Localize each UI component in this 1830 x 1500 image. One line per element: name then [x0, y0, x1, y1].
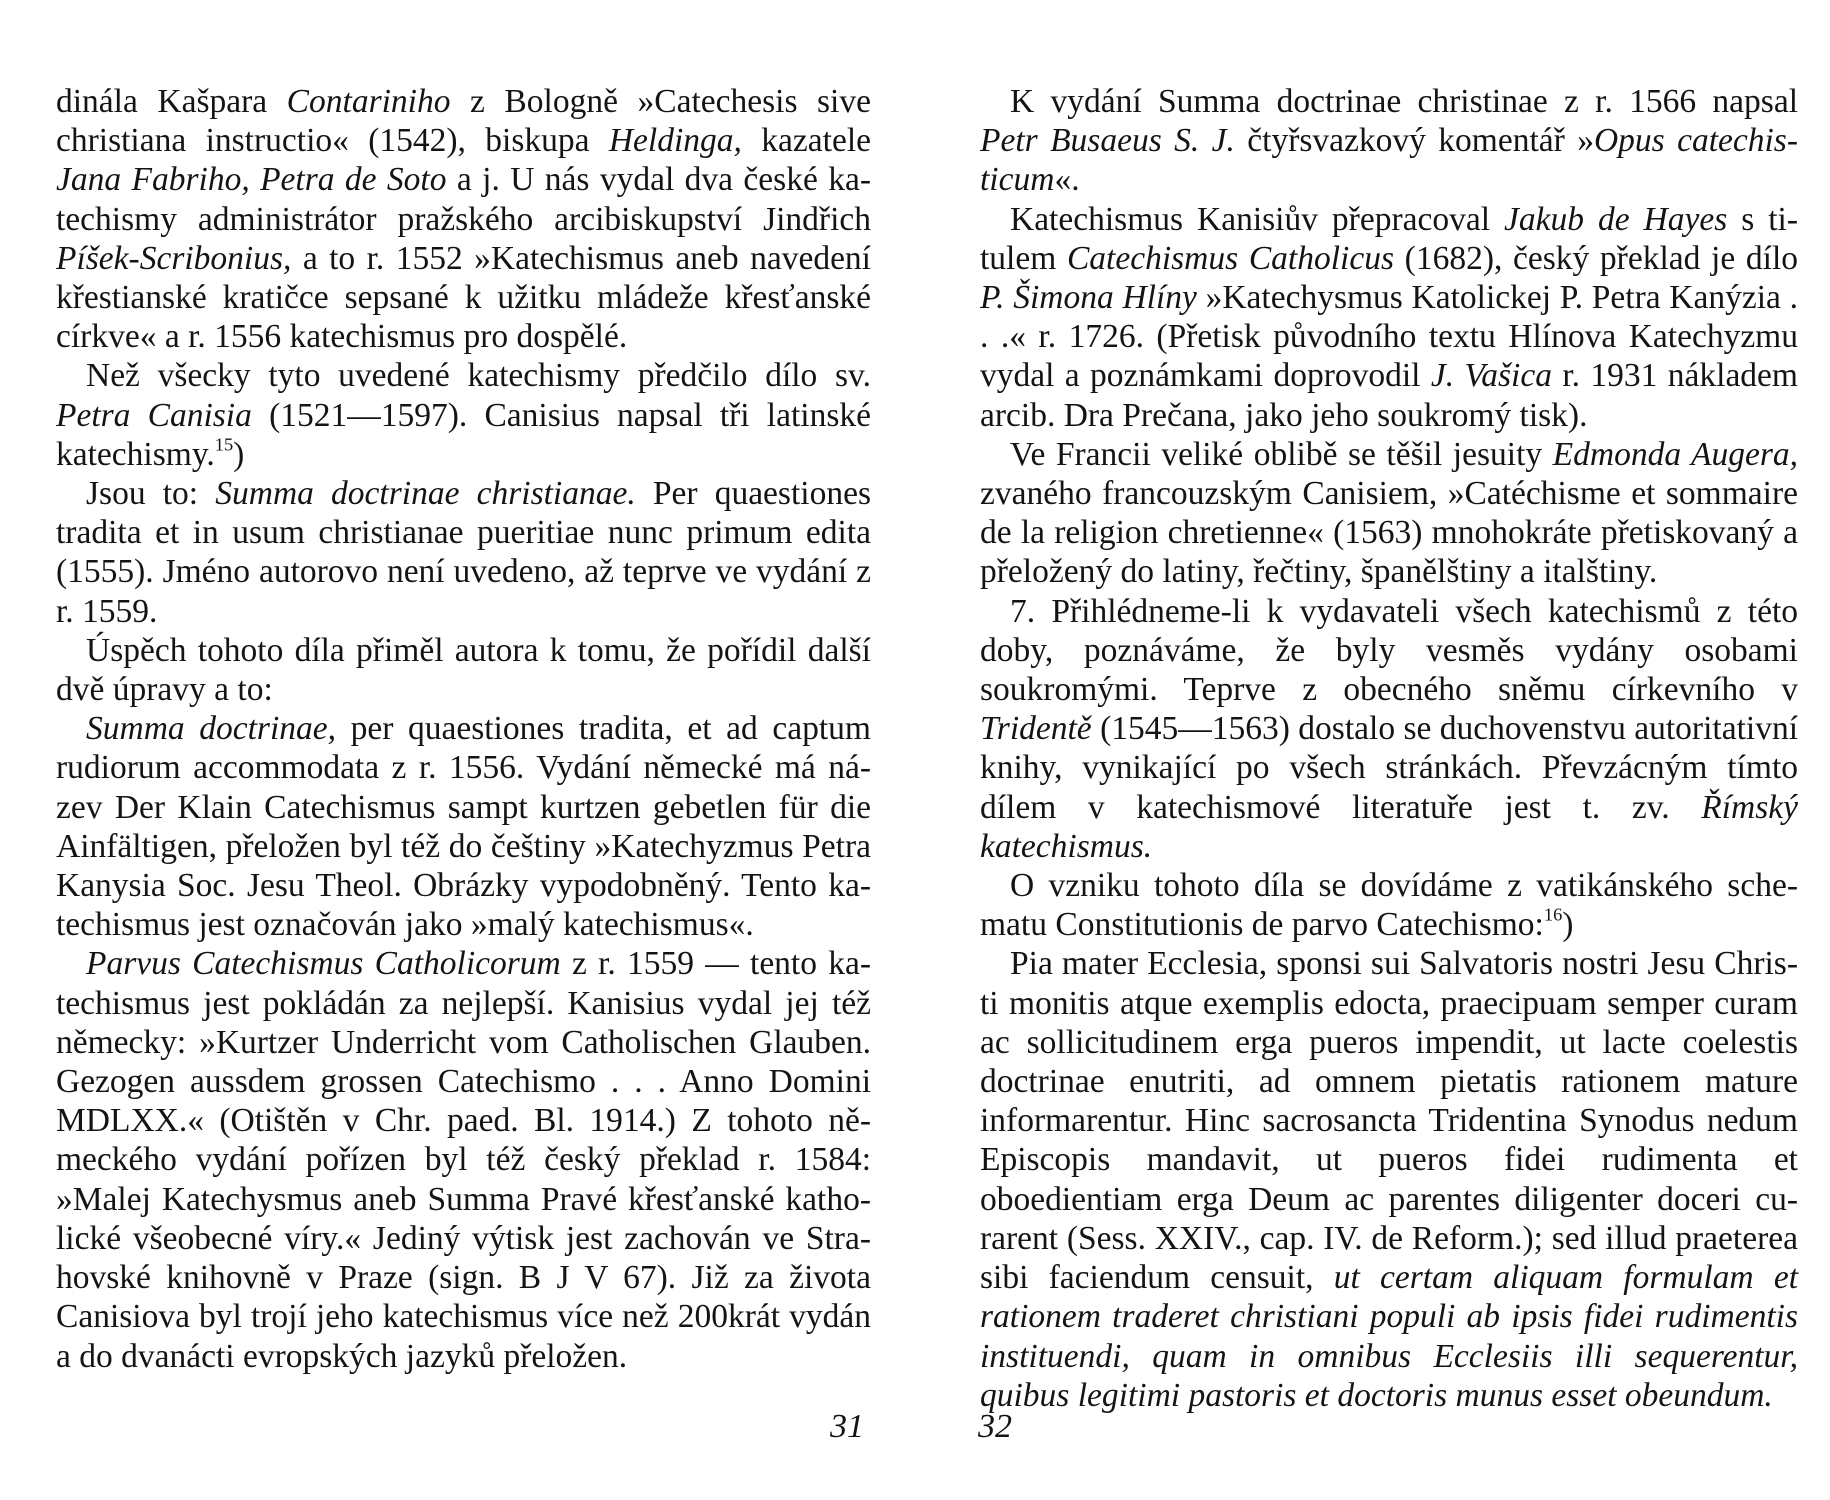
italic-text: J. Vašica	[1430, 357, 1552, 395]
italic-text: Summa doctrinae christianae.	[215, 475, 636, 513]
text-run: kazatele	[741, 122, 871, 160]
right-page-body	[980, 82, 1798, 1415]
italic-text: ut certam aliquam formulam et rationem traderet christiani populi ab ipsis fidei rudimentis instituendi, quam in omnibus Ecclesiis illi sequerentur, quibus legitimi pastoris et doctoris munus esset obeundum.	[980, 1259, 1798, 1414]
right-paragraph	[980, 866, 1798, 944]
text-run: Než všecky tyto uvedené katechismy předčilo dílo sv.	[86, 357, 871, 395]
italic-text: Edmonda Augera,	[1552, 435, 1799, 473]
text-run: «.	[1054, 161, 1080, 199]
right-page-number: 32	[978, 1408, 1012, 1445]
text-run: r. 1931 nákladem arcib. Dra Prečana, jako jeho soukromý tisk).	[980, 357, 1798, 434]
left-paragraph	[56, 709, 871, 944]
text-run: čtyřsvazkový komentář »	[1234, 122, 1594, 160]
text-run: (1545—1563) dostalo se duchovenstvu autoritativní knihy, vynikající po všech stránkách. Převzácným tímto dílem v katechismové literatuře jest t. zv.	[980, 710, 1798, 826]
footnote-ref: 16	[1543, 904, 1563, 925]
italic-text: Petr Busaeus S. J.	[980, 122, 1235, 160]
text-run: )	[1562, 906, 1574, 944]
text-run: »Katechysmus Katolickej P. Petra Kanýzia . . .« r. 1726. (Přetisk původního textu Hlínova Katechyzmu vydal a poznámkami doprovodil	[980, 279, 1799, 395]
footnote-ref: 15	[214, 434, 234, 455]
right-paragraph	[980, 82, 1798, 200]
italic-text: Jana Fabriho, Petra de Soto	[56, 161, 447, 199]
italic-text: Opus catechisticum	[980, 122, 1798, 199]
italic-text: Contariniho	[286, 83, 451, 120]
right-paragraph	[980, 200, 1798, 435]
text-run: K vydání Summa doctrinae christinae z r. 1566 napsal	[1010, 83, 1798, 120]
text-run: Per quaestiones tradita et in usum christianae pueritiae nunc primum edita (1555). Jméno autorovo není uvedeno, až teprve ve vydání z r. 1559.	[56, 475, 871, 630]
text-run: Ve Francii veliké oblibě se těšil jesuity	[1010, 435, 1553, 473]
italic-text: Píšek-Scribonius,	[56, 239, 292, 277]
right-paragraph	[980, 435, 1798, 592]
text-run: a to r. 1552 »Katechismus aneb navedení křestianské kratičce sepsané k užitku mládeže křesťanské církve« a r. 1556 katechismus pro dospělé.	[56, 239, 871, 356]
italic-text: Římský katechismus.	[980, 788, 1798, 865]
text-run: zvaného francouzským Canisiem, »Catéchisme et sommaire de la religion chretienne« (1563) mnohokráte přetiskovaný a přeložený do latiny, řečtiny, španělštiny a italštiny.	[980, 475, 1798, 591]
italic-text: Catechismus Catholicus	[1066, 239, 1394, 277]
italic-text: Petra Canisia	[56, 396, 252, 434]
text-run: O vzniku tohoto díla se dovídáme z vatikánského schematu Constitutionis de parvo Catechismo:	[980, 867, 1798, 944]
italic-text: Tridentě	[980, 710, 1092, 748]
text-run: a j. U nás vydal dva české katechismy administrátor pražského arcibiskupství Jindřich	[56, 161, 871, 238]
right-paragraph	[980, 944, 1798, 1414]
italic-text: P. Šimona Hlíny	[980, 279, 1197, 317]
italic-text: Heldinga,	[608, 122, 742, 160]
text-run: s titulem	[980, 200, 1799, 277]
text-run: Jsou to:	[86, 475, 216, 513]
left-paragraph	[56, 474, 871, 631]
left-paragraph	[56, 82, 871, 356]
text-run: Pia mater Ecclesia, sponsi sui Salvatoris nostri Jesu Christi monitis atque exemplis edocta, praecipuam semper curam ac sollicitudinem erga pueros impendit, ut lacte coelestis doctrinae enutriti, ad omnem pietatis rationem mature informarentur. Hinc sacrosancta Tridentina Synodus nedum Episcopis mandavit, ut pueros fidei rudimenta et oboedientiam erga Deum ac parentes diligenter doceri curarent (Sess. XXIV., cap. IV. de Reform.); sed illud praeterea sibi faciendum censuit,	[980, 945, 1798, 1297]
text-run: (1521—1597). Canisius napsal tři latinské katechismy.	[56, 396, 871, 473]
text-run: per quaestiones tradita, et ad captum rudiorum accommodata z r. 1556. Vydání německé má název Der Klain Catechismus sampt kurtzen gebetlen für die Ainfältigen, přeložen byl též do češtiny »Katechyzmus Petra Kanysia Soc. Jesu Theol. Obrázky vypodobněný. Tento katechismus jest označován jako »malý katechismus«.	[56, 710, 871, 944]
left-paragraph	[56, 631, 871, 709]
text-run: z r. 1559 — tento katechismus jest pokládán za nejlepší. Kanisius vydal jej též německy: »Kurtzer Underricht vom Catholischen Glauben. Gezogen aussdem grossen Catechismo . . . Anno Domini MDLXX.« (Otištěn v Chr. paed. Bl. 1914.) Z tohoto německého vydání pořízen byl též český překlad r. 1584: »Malej Katechysmus aneb Summa Pravé křesťanské katholické všeobecné víry.« Jediný výtisk jest zachován ve Strahovské knihovně v Praze (sign. B J V 67). Již za života Canisiova byl trojí jeho katechismus více než 200krát vydán a do dvanácti evropských jazyků přeložen.	[56, 945, 872, 1375]
text-run: 7. Přihlédneme-li k vydavateli všech katechismů z této doby, poznáváme, že byly vesměs vydány osobami soukromými. Teprve z obecného sněmu církevního v	[980, 592, 1798, 709]
italic-text: Summa doctrinae,	[86, 710, 336, 748]
text-run: dinála Kašpara	[56, 83, 287, 120]
left-page-number: 31	[830, 1408, 864, 1445]
italic-text: Jakub de Hayes	[1504, 200, 1728, 238]
text-run: (1682), český překlad je dílo	[1394, 239, 1798, 277]
italic-text: Parvus Catechismus Catholicorum	[86, 945, 561, 983]
left-page-body	[56, 82, 871, 1376]
text-run: )	[233, 435, 245, 473]
text-run: Katechismus Kanisiův přepracoval	[1010, 200, 1504, 238]
right-paragraph	[980, 592, 1798, 866]
text-run: z Bologně »Catechesis sive christiana instructio« (1542), biskupa	[56, 83, 871, 160]
text-run: Úspěch tohoto díla přiměl autora k tomu, že pořídil další dvě úpravy a to:	[56, 631, 871, 709]
left-paragraph	[56, 944, 871, 1375]
left-paragraph	[56, 356, 871, 474]
